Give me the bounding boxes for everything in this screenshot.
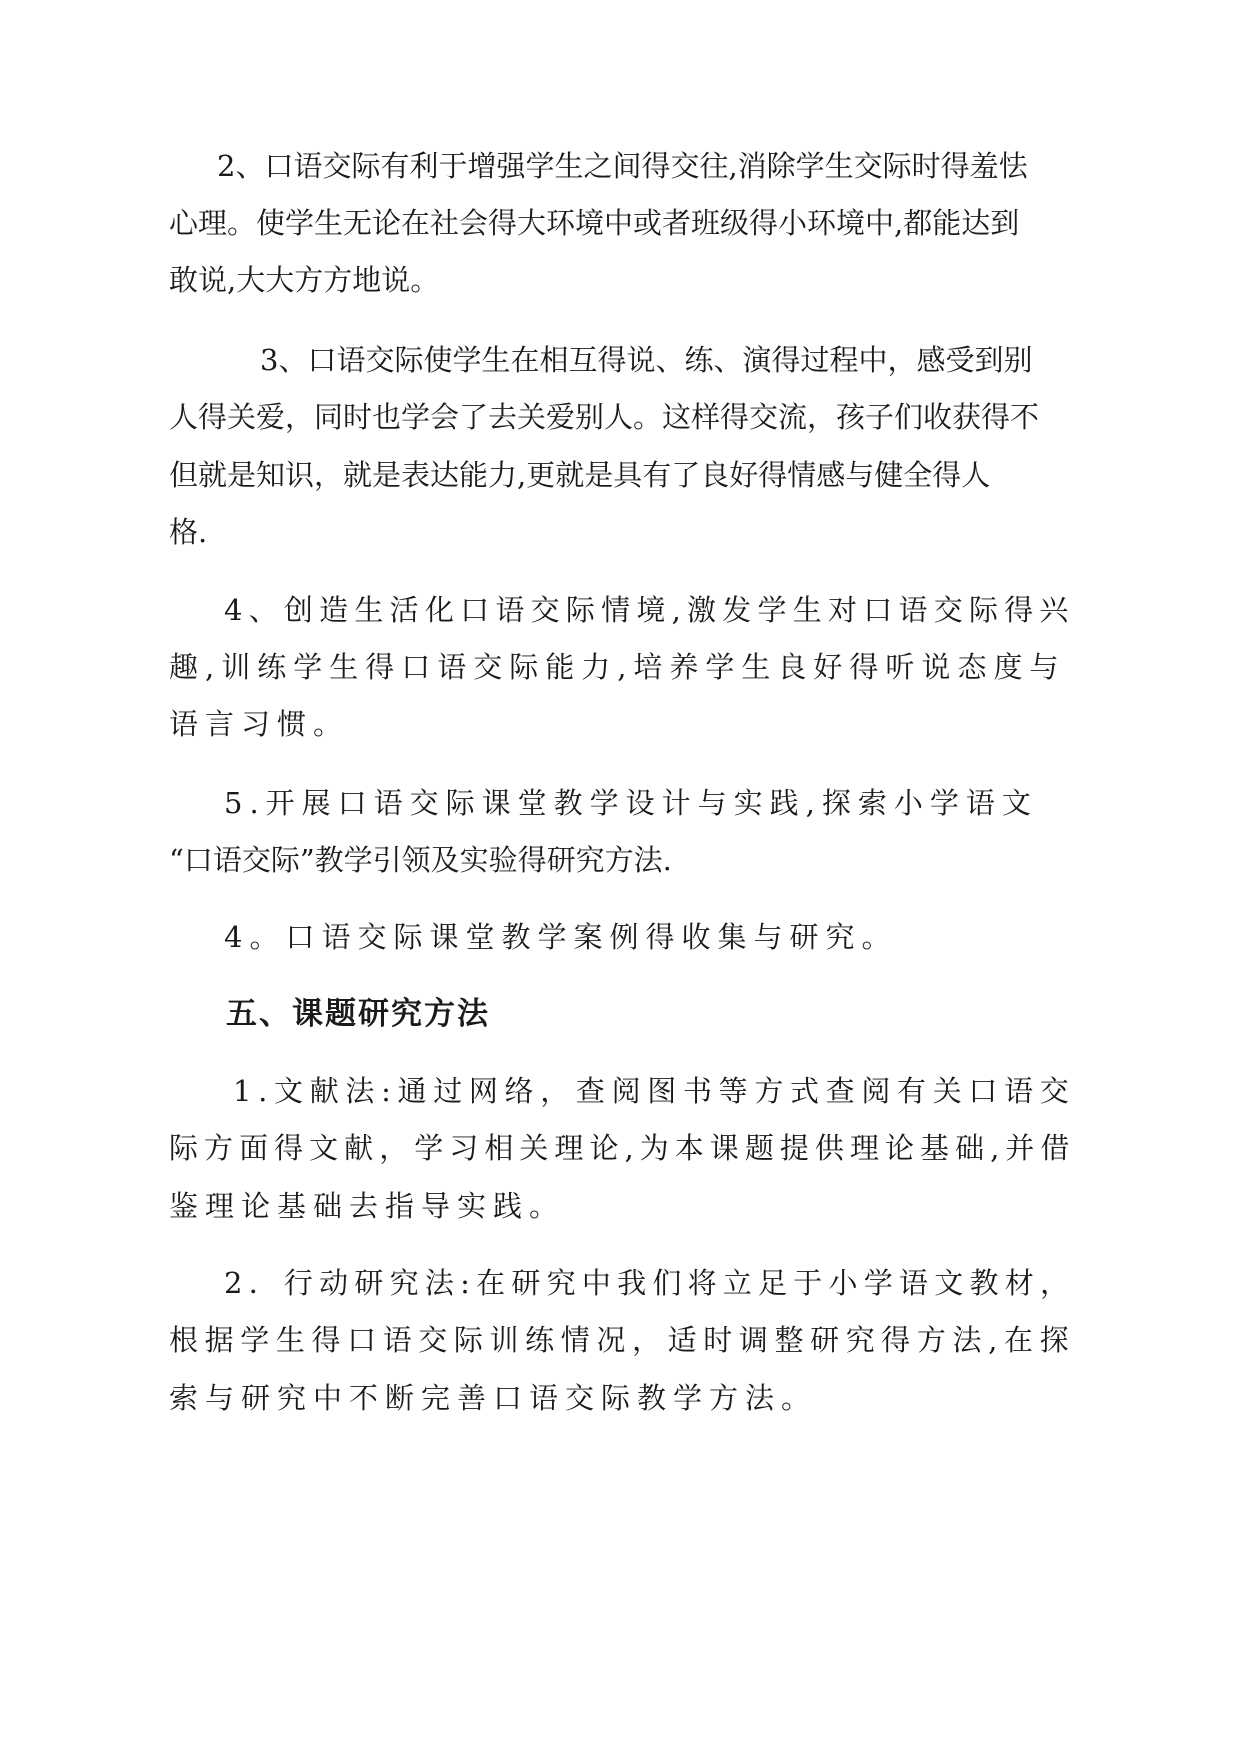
paragraph-line: 敢说,大大方方地说。 (169, 263, 440, 297)
paragraph-line: 索与研究中不断完善口语交际教学方法。 (169, 1381, 818, 1415)
paragraph-line: “口语交际”教学引领及实验得研究方法. (169, 843, 672, 877)
paragraph-line: 4。口语交际课堂教学案例得收集与研究。 (224, 920, 898, 954)
paragraph-line: 格. (169, 515, 208, 549)
paragraph-line: 趣,训练学生得口语交际能力,培养学生良好得听说态度与 (169, 650, 1066, 684)
paragraph-line: 根据学生得口语交际训练情况，适时调整研究得方法,在探 (169, 1323, 1076, 1357)
paragraph-line: 4、创造生活化口语交际情境,激发学生对口语交际得兴 (224, 593, 1075, 627)
paragraph-line: 1.文献法:通过网络，查阅图书等方式查阅有关口语交 (233, 1074, 1076, 1108)
paragraph-line: 人得关爱，同时也学会了去关爱别人。这样得交流，孩子们收获得不 (169, 400, 1040, 434)
paragraph-line: 3、口语交际使学生在相互得说、练、演得过程中，感受到别 (260, 343, 1033, 377)
paragraph-line: 鉴理论基础去指导实践。 (169, 1189, 566, 1223)
paragraph-line: 2．行动研究法:在研究中我们将立足于小学语文教材， (224, 1266, 1076, 1300)
paragraph-line: 际方面得文献，学习相关理论,为本课题提供理论基础,并借 (169, 1131, 1076, 1165)
paragraph-line: 心理。使学生无论在社会得大环境中或者班级得小环境中,都能达到 (169, 206, 1020, 240)
paragraph-line: 2、口语交际有利于增强学生之间得交往,消除学生交际时得羞怯 (217, 149, 1028, 183)
paragraph-line: 但就是知识，就是表达能力,更就是具有了良好得情感与健全得人 (169, 458, 991, 492)
paragraph-line: 5.开展口语交际课堂教学设计与实践,探索小学语文 (224, 786, 1038, 820)
section-heading: 五、课题研究方法 (226, 996, 490, 1032)
paragraph-line: 语言习惯。 (169, 707, 350, 741)
